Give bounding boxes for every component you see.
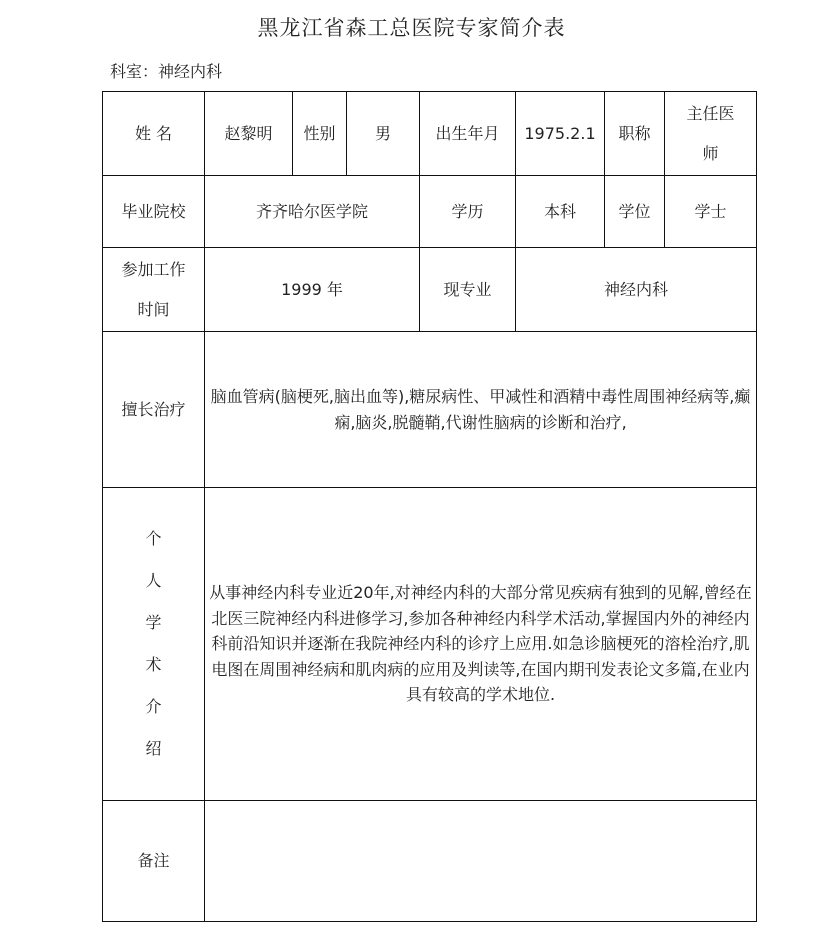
expertise-value: 脑血管病(脑梗死,脑出血等),糖尿病性、甲减性和酒精中毒性周围神经病等,癫痫,脑炎,脱髓鞘,代谢性脑病的诊断和治疗, [205, 332, 757, 488]
bio-label-char: 介 [145, 697, 162, 716]
title-value-line2: 师 [702, 143, 719, 163]
name-value: 赵黎明 [205, 92, 293, 176]
document-title: 黑龙江省森工总医院专家简介表 [257, 16, 566, 40]
expert-profile-table [102, 91, 757, 922]
expertise-label: 擅长治疗 [103, 332, 205, 488]
work-start-value: 1999 年 [205, 248, 420, 332]
school-value: 齐齐哈尔医学院 [205, 176, 420, 248]
work-start-label-line1: 参加工作 [121, 259, 186, 279]
row-remarks [103, 801, 757, 922]
degree-label: 学位 [605, 176, 665, 248]
bio-label-char: 绍 [145, 739, 162, 758]
bio-value: 从事神经内科专业近20年,对神经内科的大部分常见疾病有独到的见解,曾经在北医三院神经内科进修学习,参加各种神经内科学术活动,掌握国内外的神经内科前沿知识并逐渐在我院神经内科的诊疗上应用.如急诊脑梗死的溶栓治疗,肌电图在周围神经病和肌肉病的应用及判读等,在国内期刊发表论文多篇,在业内具有较高的学术地位. [205, 488, 757, 801]
row-expertise [103, 332, 757, 488]
school-label: 毕业院校 [103, 176, 205, 248]
specialty-value: 神经内科 [516, 248, 757, 332]
education-label: 学历 [420, 176, 516, 248]
degree-value: 学士 [665, 176, 757, 248]
name-label: 姓 名 [103, 92, 205, 176]
row-work [103, 248, 757, 332]
specialty-label: 现专业 [420, 248, 516, 332]
bio-label-char: 个 [145, 529, 162, 548]
bio-label [103, 488, 205, 801]
title-value [665, 92, 757, 176]
education-value: 本科 [516, 176, 605, 248]
remarks-label: 备注 [103, 801, 205, 922]
gender-value: 男 [347, 92, 420, 176]
row-bio [103, 488, 757, 801]
department-label: 科室：神经内科 [110, 62, 223, 81]
remarks-value [205, 801, 757, 922]
work-start-label [103, 248, 205, 332]
birth-value: 1975.2.1 [516, 92, 605, 176]
bio-label-char: 人 [145, 571, 162, 590]
bio-label-char: 术 [145, 655, 162, 674]
bio-label-char: 学 [145, 613, 162, 632]
title-value-line1: 主任医 [686, 103, 735, 123]
title-label: 职称 [605, 92, 665, 176]
row-basic-info [103, 92, 757, 176]
birth-label: 出生年月 [420, 92, 516, 176]
gender-label: 性别 [293, 92, 347, 176]
row-education [103, 176, 757, 248]
work-start-label-line2: 时间 [137, 299, 170, 319]
